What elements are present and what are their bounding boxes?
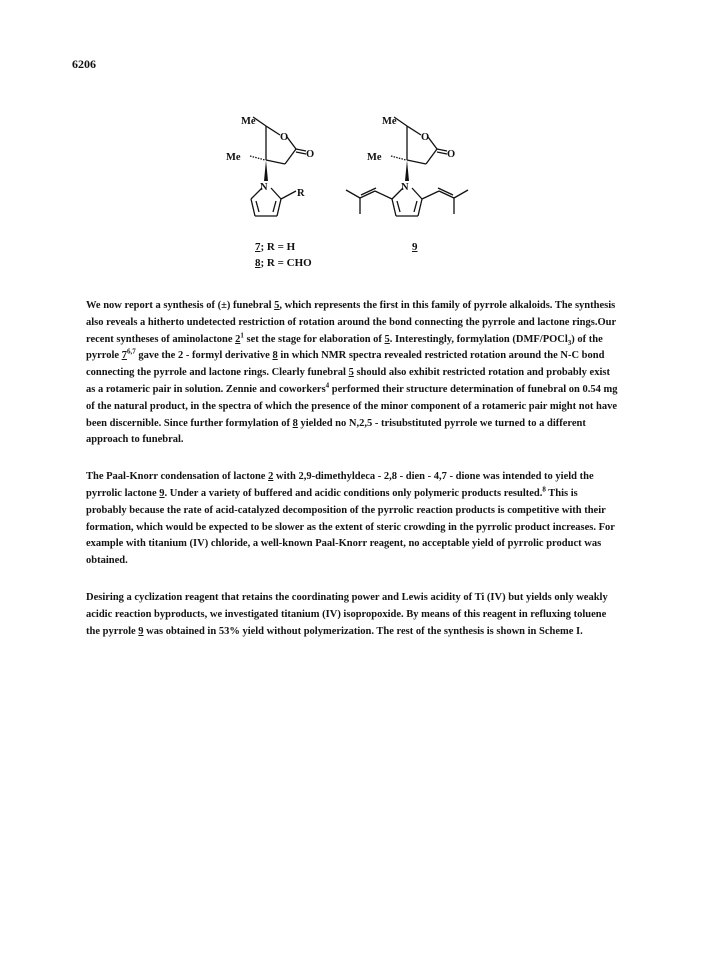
compound-number: 2 <box>268 471 274 483</box>
r-group-label: R <box>297 188 305 199</box>
text-run: set the stage for elaboration of <box>243 333 385 345</box>
text-run: We now report a synthesis of (±) funebral <box>86 300 275 311</box>
text-run: , which represents the first in this family of pyrrole alkaloids. The synthesis also reveals a hitherto undetected restriction of rotation around the bond connecting the pyrrole and lactone rings.Our recent syntheses of aminolactone <box>86 300 616 345</box>
page-number: 6206 <box>72 57 96 71</box>
carbonyl-oxygen-7: O <box>306 149 315 160</box>
compound-number: 8 <box>272 350 278 362</box>
compound-number: 5 <box>348 367 354 379</box>
compound-number: 5 <box>274 300 280 311</box>
reference-superscript: 8 <box>542 485 546 494</box>
paragraph-3 <box>86 590 621 640</box>
text-run: . Under a variety of buffered and acidic conditions only polymeric products resulted. <box>164 487 543 499</box>
ring-oxygen-9: O <box>421 132 430 143</box>
compound-number: 9 <box>138 625 144 637</box>
body-text <box>86 298 621 660</box>
reference-superscript: 1 <box>240 331 244 340</box>
text-run: yielded no N,2,5 - trisubstituted pyrrole we turned to a different approach to funebral. <box>86 417 586 446</box>
nitrogen-7: N <box>260 182 268 193</box>
me-label-9b: Me <box>367 152 382 163</box>
nitrogen-9: N <box>401 182 409 193</box>
structures-drawing <box>0 100 701 285</box>
text-run: was obtained in 53% yield without polymerization. The rest of the synthesis is shown in Scheme I. <box>143 625 583 637</box>
text-run: gave the 2 - formyl derivative <box>135 350 273 362</box>
structure-7-8 <box>250 117 306 216</box>
text-run: should also exhibit restricted rotation and probably exist as a rotameric pair in solution. Zennie and coworkers <box>86 367 610 395</box>
compound-number: 9 <box>159 487 165 499</box>
text-run: The Paal-Knorr condensation of lactone <box>86 471 269 483</box>
compound-number: 7 <box>121 350 127 362</box>
me-label-7b: Me <box>226 152 241 163</box>
structure-9 <box>346 117 468 216</box>
compound-number: 8 <box>292 417 298 429</box>
paragraph-2 <box>86 469 621 570</box>
me-label-9: Me <box>382 116 397 127</box>
compound-number: 2 <box>235 333 241 345</box>
ring-oxygen-7: O <box>280 132 289 143</box>
text-run: This is probably because the rate of acid-catalyzed decomposition of the pyrrolic reaction products is competitive with their formation, which would be expected to be slower as the extent of steric crowding in the pyrrolic product increases. For example with titanium (IV) chloride, a well-known Paal-Knorr reagent, no acceptable yield of pyrrolic product was obtained. <box>86 487 615 567</box>
reference-superscript: 4 <box>325 381 330 390</box>
compound-8-label: 8; R = CHO <box>255 257 312 269</box>
subscript: 3 <box>567 338 572 347</box>
reference-superscript: 6,7 <box>126 347 136 356</box>
compound-7-label: 7; R = H <box>255 241 296 253</box>
text-run: Desiring a cyclization reagent that retains the coordinating power and Lewis acidity of Ti (IV) but yields only weakly acidic reaction byproducts, we investigated titanium (IV) isopropoxide. By means of this reagent in refluxing toluene the pyrrole <box>86 591 608 637</box>
text-run: in which NMR spectra revealed restricted rotation around the N-C bond connecting the pyrrole and lactone rings. Clearly funebral <box>86 350 605 379</box>
carbonyl-oxygen-9: O <box>447 149 456 160</box>
paragraph-1 <box>86 298 621 449</box>
chemical-structures-figure <box>0 100 701 285</box>
text-run: with 2,9-dimethyldeca - 2,8 - dien - 4,7 - dione was intended to yield the pyrrolic lactone <box>86 471 594 499</box>
me-label-7: Me <box>241 116 256 127</box>
text-run: ) of the pyrrole <box>86 333 603 362</box>
compound-9-label: 9 <box>412 241 418 253</box>
compound-number: 5 <box>384 333 390 345</box>
text-run: . Interestingly, formylation (DMF/POCl <box>389 333 568 345</box>
text-run: performed their structure determination of funebral on 0.54 mg of the natural product, in the spectra of which the presence of the minor component of a rotameric pair might not have been discernible. Since further formylation of <box>86 383 618 429</box>
